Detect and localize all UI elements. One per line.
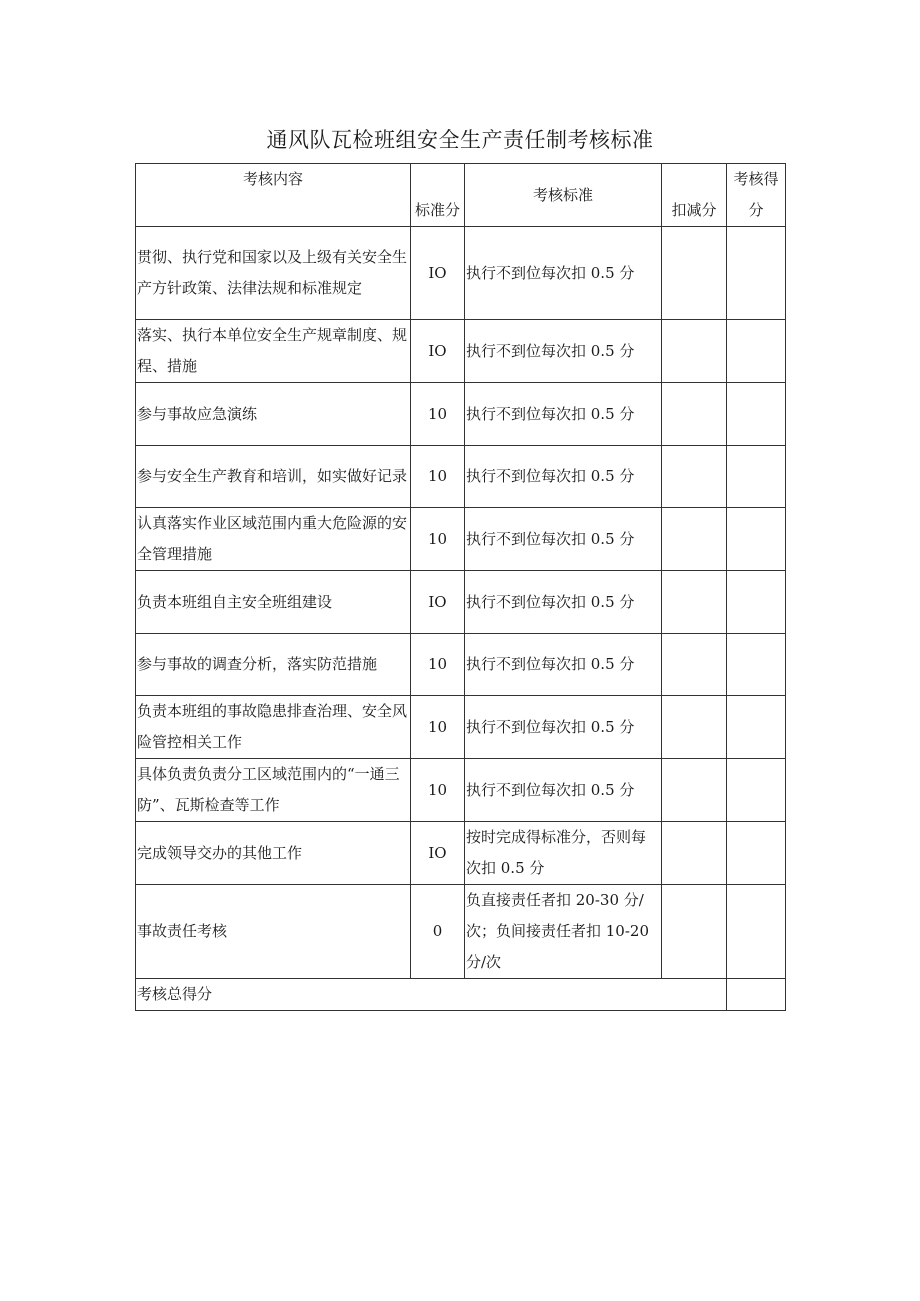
row-score-cell[interactable] [727, 571, 786, 634]
table-row [136, 227, 786, 320]
row-std-score: 10 [411, 759, 465, 822]
row-std-score: IO [411, 822, 465, 885]
row-criteria: 执行不到位每次扣 0.5 分 [465, 383, 662, 446]
row-content: 负责本班组自主安全班组建设 [136, 571, 411, 634]
total-label: 考核总得分 [136, 979, 727, 1011]
row-std-score: 10 [411, 446, 465, 508]
row-deduction-cell[interactable] [662, 446, 727, 508]
row-deduction-cell[interactable] [662, 885, 727, 979]
row-content: 完成领导交办的其他工作 [136, 822, 411, 885]
table-row [136, 822, 786, 885]
row-content: 参与事故应急演练 [136, 383, 411, 446]
header-row [136, 164, 786, 227]
row-std-score: 10 [411, 696, 465, 759]
row-std-score: 10 [411, 383, 465, 446]
table-row [136, 571, 786, 634]
row-deduction-cell[interactable] [662, 508, 727, 571]
row-content: 参与事故的调查分析，落实防范措施 [136, 634, 411, 696]
row-std-score: 10 [411, 508, 465, 571]
row-score-cell[interactable] [727, 634, 786, 696]
row-criteria: 执行不到位每次扣 0.5 分 [465, 320, 662, 383]
header-content: 考核内容 [136, 164, 411, 227]
table-row [136, 759, 786, 822]
row-criteria: 执行不到位每次扣 0.5 分 [465, 634, 662, 696]
row-deduction-cell[interactable] [662, 320, 727, 383]
row-content: 贯彻、执行党和国家以及上级有关安全生产方针政策、法律法规和标准规定 [136, 227, 411, 320]
row-score-cell[interactable] [727, 885, 786, 979]
table-row [136, 696, 786, 759]
row-criteria: 按时完成得标准分，否则每次扣 0.5 分 [465, 822, 662, 885]
row-score-cell[interactable] [727, 446, 786, 508]
table-row [136, 320, 786, 383]
header-criteria: 考核标准 [465, 164, 662, 227]
row-content: 参与安全生产教育和培训，如实做好记录 [136, 446, 411, 508]
row-criteria: 执行不到位每次扣 0.5 分 [465, 759, 662, 822]
row-std-score: 0 [411, 885, 465, 979]
row-score-cell[interactable] [727, 696, 786, 759]
header-score-line2: 分 [748, 201, 764, 219]
total-score-cell[interactable] [727, 979, 786, 1011]
row-deduction-cell[interactable] [662, 759, 727, 822]
row-content: 具体负责负责分工区域范围内的“一通三防”、瓦斯检查等工作 [136, 759, 411, 822]
row-content: 落实、执行本单位安全生产规章制度、规程、措施 [136, 320, 411, 383]
row-score-cell[interactable] [727, 822, 786, 885]
header-deduction: 扣减分 [662, 164, 727, 227]
row-deduction-cell[interactable] [662, 571, 727, 634]
row-std-score: IO [411, 227, 465, 320]
table-row [136, 508, 786, 571]
row-score-cell[interactable] [727, 508, 786, 571]
row-score-cell[interactable] [727, 383, 786, 446]
row-deduction-cell[interactable] [662, 227, 727, 320]
assessment-table [135, 163, 786, 1011]
row-deduction-cell[interactable] [662, 696, 727, 759]
row-criteria: 执行不到位每次扣 0.5 分 [465, 696, 662, 759]
row-std-score: 10 [411, 634, 465, 696]
table-row [136, 383, 786, 446]
row-criteria: 执行不到位每次扣 0.5 分 [465, 446, 662, 508]
row-std-score: IO [411, 320, 465, 383]
row-criteria: 执行不到位每次扣 0.5 分 [465, 508, 662, 571]
row-deduction-cell[interactable] [662, 822, 727, 885]
table-row [136, 446, 786, 508]
row-score-cell[interactable] [727, 759, 786, 822]
row-content: 事故责任考核 [136, 885, 411, 979]
total-row [136, 979, 786, 1011]
header-score-line1: 考核得 [733, 170, 779, 188]
row-score-cell[interactable] [727, 227, 786, 320]
row-criteria: 负直接责任者扣 20-30 分/次；负间接责任者扣 10-20 分/次 [465, 885, 662, 979]
row-content: 负责本班组的事故隐患排查治理、安全风险管控相关工作 [136, 696, 411, 759]
document-title: 通风队瓦检班组安全生产责任制考核标准 [266, 128, 654, 152]
row-criteria: 执行不到位每次扣 0.5 分 [465, 571, 662, 634]
header-std-score: 标准分 [411, 164, 465, 227]
table-row [136, 885, 786, 979]
row-deduction-cell[interactable] [662, 634, 727, 696]
row-content: 认真落实作业区域范围内重大危险源的安全管理措施 [136, 508, 411, 571]
table-row [136, 634, 786, 696]
header-score [727, 164, 786, 227]
row-deduction-cell[interactable] [662, 383, 727, 446]
row-criteria: 执行不到位每次扣 0.5 分 [465, 227, 662, 320]
row-std-score: IO [411, 571, 465, 634]
row-score-cell[interactable] [727, 320, 786, 383]
